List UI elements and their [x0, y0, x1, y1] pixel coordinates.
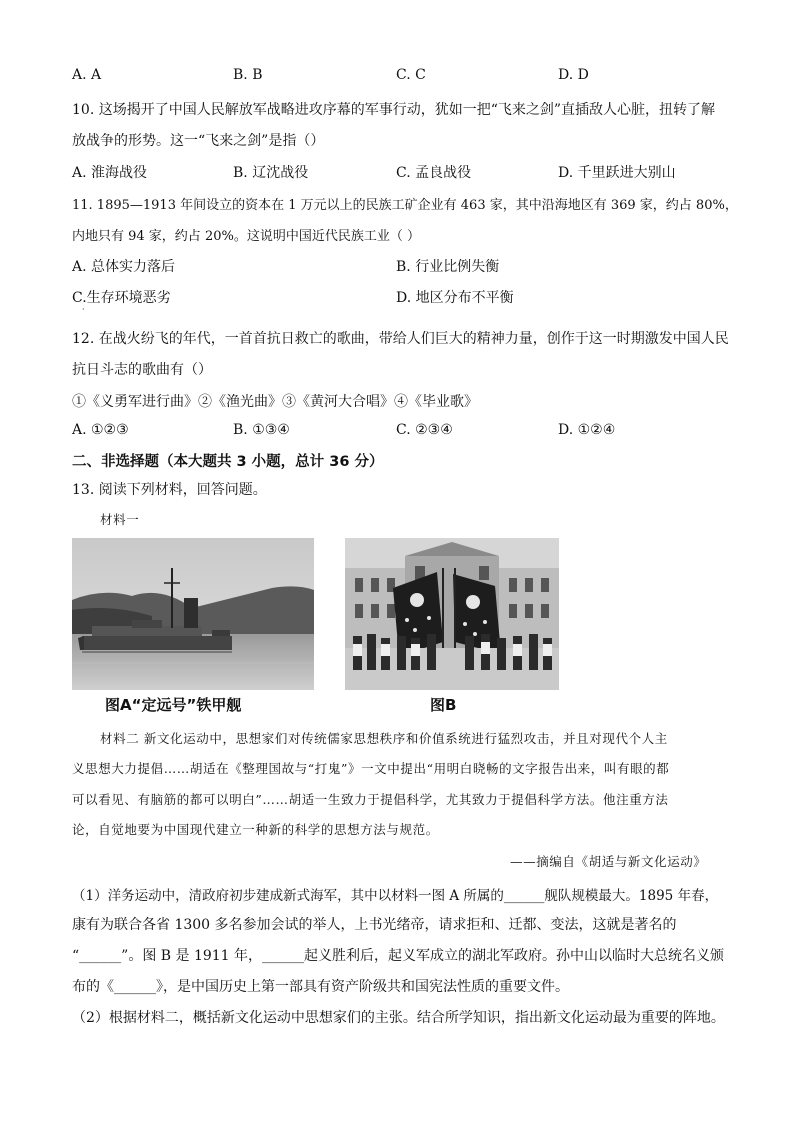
stray-dot: ·	[82, 305, 85, 314]
q11-option-a: A. 总体实力落后	[72, 259, 176, 275]
q9-option-b: B. B	[233, 67, 263, 83]
q9-option-a: A. A	[72, 67, 102, 83]
q11-option-c: C.生存环境恶劣	[72, 290, 171, 306]
q10-option-d: D. 千里跃进大别山	[558, 165, 676, 181]
q12-option-d: D. ①②④	[558, 422, 616, 438]
sub1-line2: 康有为联合各省 1300 多名参加会试的举人，上书光绪帝，请求拒和、迁都、变法，这就是著名的	[72, 917, 677, 933]
q12-stem-line2: 抗日斗志的歌曲有（）	[72, 362, 212, 378]
sub1-line1: （1）洋务运动中，清政府初步建成新式海军，其中以材料一图 A 所属的______舰队规模最大。1895 年春，	[72, 888, 719, 904]
battleship-photo	[72, 538, 314, 690]
section-title: 二、非选择题（本大题共 3 小题，总计 36 分）	[72, 454, 384, 470]
q12-songs: ①《义勇军进行曲》②《渔光曲》③《黄河大合唱》④《毕业歌》	[72, 394, 478, 410]
q12-option-a: A. ①②③	[72, 422, 129, 438]
material1-label: 材料一	[100, 512, 140, 527]
material2-line1: 材料二 新文化运动中，思想家们对传统儒家思想秩序和价值系统进行猛烈攻击，并且对现代个人主	[100, 731, 668, 746]
caption-figure-a: 图A“定远号”铁甲舰	[105, 696, 242, 714]
q10-stem-line1: 10. 这场揭开了中国人民解放军战略进攻序幕的军事行动，犹如一把“飞来之剑”直插敌人心脏，扭转了解	[72, 102, 716, 118]
q12-stem-line1: 12. 在战火纷飞的年代，一首首抗日救亡的歌曲，带给人们巨大的精神力量，创作于这一时期激发中国人民	[72, 331, 729, 347]
q11-stem-line2: 内地只有 94 家，约占 20%。这说明中国近代民族工业（ ）	[72, 229, 420, 244]
q10-option-c: C. 孟良战役	[396, 165, 472, 181]
material2-source: ——摘编自《胡适与新文化运动》	[510, 854, 707, 869]
q11-option-b: B. 行业比例失衡	[396, 259, 500, 275]
q10-option-b: B. 辽沈战役	[233, 165, 309, 181]
q9-option-d: D. D	[558, 67, 589, 83]
hubei-government-photo	[345, 538, 559, 690]
q10-option-a: A. 淮海战役	[72, 165, 148, 181]
material2-line3: 可以看见、有脑筋的都可以明白”……胡适一生致力于提倡科学，尤其致力于提倡科学方法。他注重方法	[72, 792, 669, 807]
caption-figure-b: 图B	[430, 696, 457, 714]
sub2: （2）根据材料二，概括新文化运动中思想家们的主张。结合所学知识，指出新文化运动最为重要的阵地。	[72, 1010, 725, 1026]
material2-line2: 义思想大力提倡……胡适在《整理国故与“打鬼”》一文中提出“用明白晓畅的文字报告出来，叫有眼的都	[72, 761, 670, 776]
q10-stem-line2: 放战争的形势。这一“飞来之剑”是指（）	[72, 133, 325, 149]
q11-stem-line1: 11. 1895—1913 年间设立的资本在 1 万元以上的民族工矿企业有 463 家，其中沿海地区有 369 家，约占 80%，	[72, 198, 738, 213]
q11-option-d: D. 地区分布不平衡	[396, 290, 514, 306]
q12-option-c: C. ②③④	[396, 422, 453, 438]
q13-intro: 13. 阅读下列材料，回答问题。	[72, 482, 267, 498]
material2-line4: 论，自觉地要为中国现代建立一种新的科学的思想方法与规范。	[72, 822, 439, 837]
sub1-line3: “______”。图 B 是 1911 年，______起义胜利后，起义军成立的湖北军政府。孙中山以临时大总统名义颁	[72, 948, 725, 964]
q9-option-c: C. C	[396, 67, 426, 83]
q12-option-b: B. ①③④	[233, 422, 290, 438]
sub1-line4: 布的《______》，是中国历史上第一部具有资产阶级共和国宪法性质的重要文件。	[72, 979, 569, 995]
